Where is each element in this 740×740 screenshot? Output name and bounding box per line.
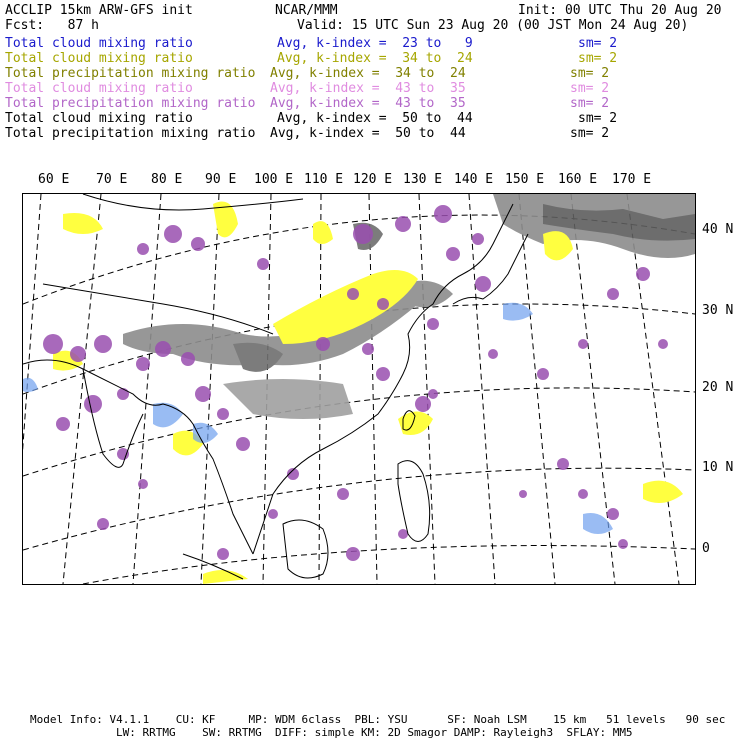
- legend-field-name: Total cloud mixing ratio: [5, 81, 193, 96]
- meridian-70e: [63, 194, 101, 584]
- org-label: NCAR/MMM: [275, 3, 338, 18]
- legend-field-name: Total precipitation mixing ratio: [5, 96, 256, 111]
- lat-label-20n: 20 N: [702, 380, 734, 395]
- lat-label-10n: 10 N: [702, 460, 734, 475]
- lon-label-80e: 80 E: [151, 172, 183, 187]
- lon-label-160e: 160 E: [558, 172, 598, 187]
- legend-field-name: Total cloud mixing ratio: [5, 51, 193, 66]
- model-info-line1: Model Info: V4.1.1 CU: KF MP: WDM 6class PBL: YSU SF: Noah LSM 15 km 51 levels 90 sec: [30, 713, 726, 726]
- parallel-10n: [23, 468, 695, 550]
- legend-smoothing: sm= 2: [570, 81, 610, 96]
- parallel-0: [83, 546, 695, 584]
- meridian-130e: [419, 194, 435, 584]
- coast-south-asia: [23, 360, 253, 554]
- border-north: [83, 194, 303, 210]
- lon-label-60e: 60 E: [38, 172, 70, 187]
- lon-label-70e: 70 E: [96, 172, 128, 187]
- lon-label-150e: 150 E: [505, 172, 545, 187]
- coast-japan: [453, 234, 528, 304]
- meridian-140e: [469, 194, 495, 584]
- lon-label-130e: 130 E: [403, 172, 443, 187]
- model-title: ACCLIP 15km ARW-GFS init: [5, 3, 193, 18]
- coast-borneo: [283, 520, 328, 578]
- legend-smoothing: sm= 2: [570, 66, 610, 81]
- model-info-line2: LW: RRTMG SW: RRTMG DIFF: simple KM: 2D Smagor DAMP: Rayleigh3 SFLAY: MM5: [116, 726, 633, 739]
- lon-label-100e: 100 E: [254, 172, 294, 187]
- legend-smoothing: sm= 2: [570, 126, 610, 141]
- meridian-120e: [369, 194, 377, 584]
- lon-label-110e: 110 E: [304, 172, 344, 187]
- legend-k-index: Avg, k-index = 43 to 35: [270, 81, 466, 96]
- legend-k-index: Avg, k-index = 50 to 44: [277, 111, 473, 126]
- init-time: Init: 00 UTC Thu 20 Aug 20: [518, 3, 722, 18]
- legend-field-name: Total cloud mixing ratio: [5, 111, 193, 126]
- legend-k-index: Avg, k-index = 34 to 24: [270, 66, 466, 81]
- legend-field-name: Total precipitation mixing ratio: [5, 66, 256, 81]
- lat-label-0: 0: [702, 541, 710, 556]
- map-canvas: [23, 194, 695, 584]
- forecast-hour: Fcst: 87 h: [5, 18, 99, 33]
- legend-smoothing: sm= 2: [578, 36, 618, 51]
- legend-smoothing: sm= 2: [578, 111, 618, 126]
- lon-label-170e: 170 E: [612, 172, 652, 187]
- legend-k-index: Avg, k-index = 50 to 44: [270, 126, 466, 141]
- map-panel: [22, 193, 696, 585]
- lon-label-140e: 140 E: [454, 172, 494, 187]
- lon-label-90e: 90 E: [205, 172, 237, 187]
- legend-k-index: Avg, k-index = 43 to 35: [270, 96, 466, 111]
- valid-time: Valid: 15 UTC Sun 23 Aug 20 (00 JST Mon 24 Aug 20): [297, 18, 689, 33]
- legend-k-index: Avg, k-index = 23 to 9: [277, 36, 473, 51]
- legend-smoothing: sm= 2: [570, 96, 610, 111]
- legend-k-index: Avg, k-index = 34 to 24: [277, 51, 473, 66]
- lat-label-30n: 30 N: [702, 303, 734, 318]
- lat-label-40n: 40 N: [702, 222, 734, 237]
- purple-cloud-patches: [43, 205, 668, 561]
- legend-field-name: Total precipitation mixing ratio: [5, 126, 256, 141]
- lon-label-120e: 120 E: [353, 172, 393, 187]
- legend-smoothing: sm= 2: [578, 51, 618, 66]
- legend-field-name: Total cloud mixing ratio: [5, 36, 193, 51]
